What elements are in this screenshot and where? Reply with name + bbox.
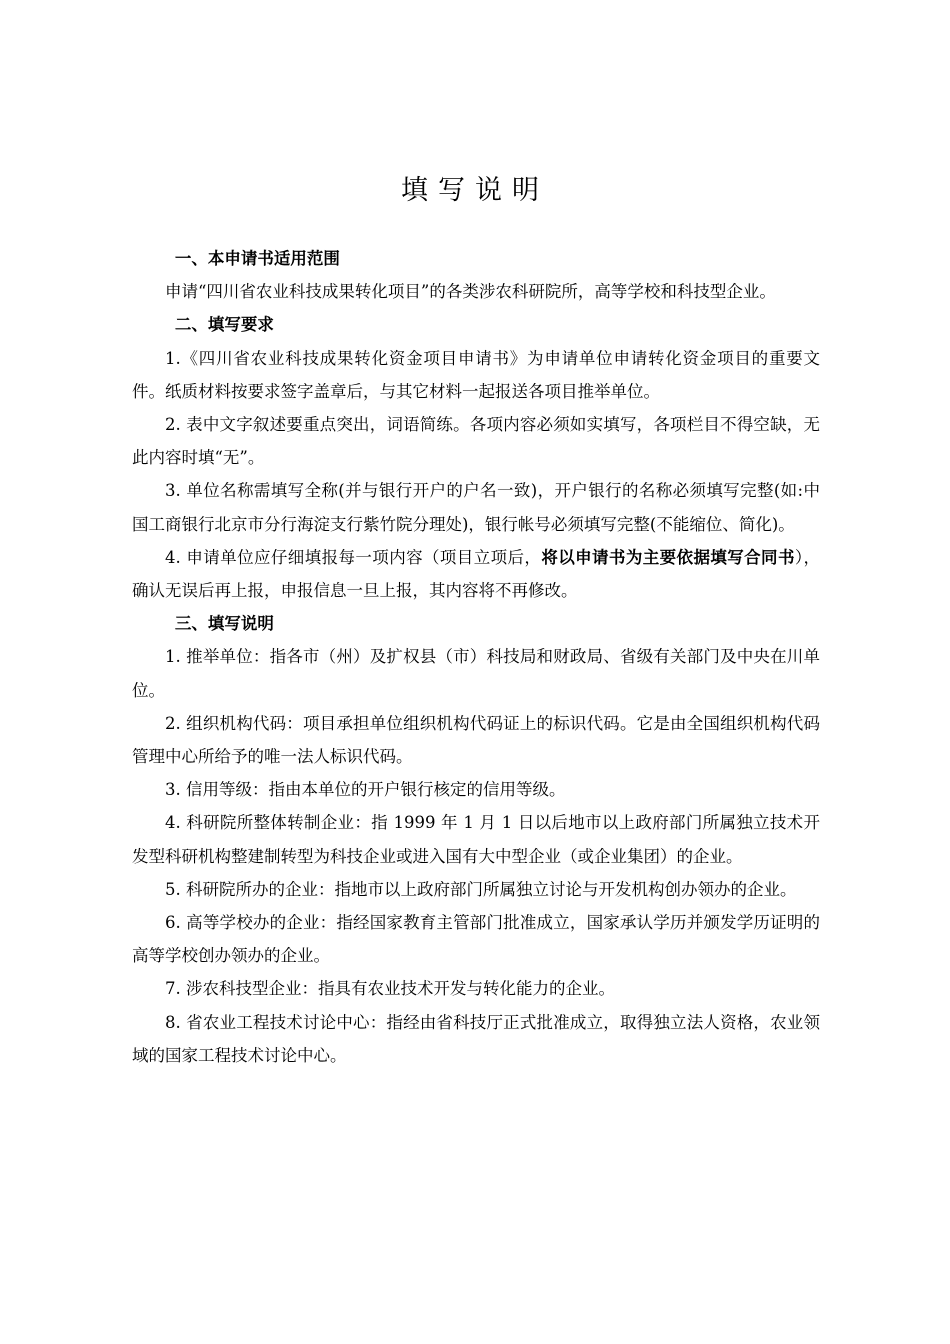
paragraph: 2. 组织机构代码：项目承担单位组织机构代码证上的标识代码。它是由全国组织机构代码管理中心所给予的唯一法人标识代码。 — [132, 713, 820, 767]
paragraph: 2. 表中文字叙述要重点突出，词语简练。各项内容必须如实填写，各项栏目不得空缺，无此内容时填“无”。 — [132, 415, 820, 468]
paragraph: 4. 科研院所整体转制企业：指 1999 年 1 月 1 日以后地市以上政府部门所属独立技术开发型科研机构整建制转型为科技企业或进入国有大中型企业（或企业集团）的企业。 — [132, 813, 820, 866]
paragraph: 申请“四川省农业科技成果转化项目”的各类涉农科研院所，高等学校和科技型企业。 — [165, 282, 776, 302]
paragraph-with-emphasis — [132, 541, 820, 607]
paragraph: 1.《四川省农业科技成果转化资金项目申请书》为申请单位申请转化资金项目的重要文件。纸质材料按要求签字盖章后，与其它材料一起报送各项目推举单位。 — [132, 348, 820, 401]
document-body — [132, 242, 820, 1072]
page-title: 填写说明 — [401, 175, 549, 206]
section-heading-scope: 一、本申请书适用范围 — [174, 249, 340, 268]
paragraph: 3. 信用等级：指由本单位的开户银行核定的信用等级。 — [165, 780, 566, 800]
paragraph: 6. 高等学校办的企业：指经国家教育主管部门批准成立，国家承认学历并颁发学历证明的高等学校创办领办的企业。 — [132, 913, 820, 966]
paragraph: 3. 单位名称需填写全称(并与银行开户的户名一致)，开户银行的名称必须填写完整(如:中国工商银行北京市分行海淀支行紫竹院分理处)，银行帐号必须填写完整(不能缩位、简化)。 — [132, 481, 820, 534]
paragraph: 7. 涉农科技型企业：指具有农业技术开发与转化能力的企业。 — [165, 979, 615, 999]
section-heading-instructions: 三、填写说明 — [174, 614, 274, 634]
emphasis-text: 将以申请书为主要依据填写合同书 — [541, 547, 795, 567]
section-heading-requirements: 二、填写要求 — [174, 315, 274, 335]
paragraph-text: ），确认无误后再上报，申报信息一旦上报，其内容将不再修改。 — [132, 547, 821, 601]
paragraph: 5. 科研院所办的企业：指地市以上政府部门所属独立讨论与开发机构创办领办的企业。 — [165, 879, 797, 899]
paragraph: 1. 推举单位：指各市（州）及扩权县（市）科技局和财政局、省级有关部门及中央在川单位。 — [132, 647, 820, 700]
paragraph-text: 4. 申请单位应仔细填报每一项内容（项目立项后， — [165, 547, 542, 567]
paragraph: 8. 省农业工程技术讨论中心：指经由省科技厅正式批准成立，取得独立法人资格，农业领域的国家工程技术讨论中心。 — [132, 1012, 820, 1065]
